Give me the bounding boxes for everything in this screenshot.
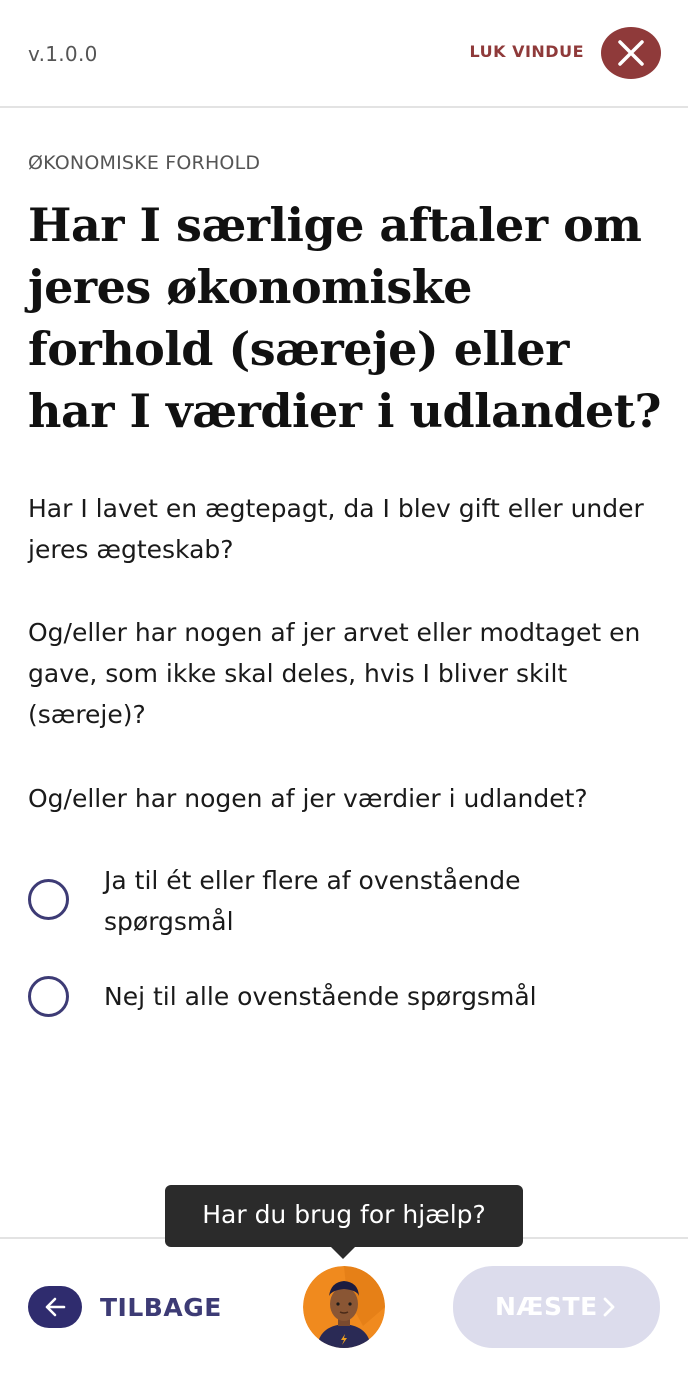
back-arrow-pill [28,1286,82,1328]
header [0,0,688,108]
back-label: TILBAGE [100,1293,222,1322]
arrow-left-icon [44,1297,66,1317]
section-label: ØKONOMISKE FORHOLD [28,152,261,174]
close-button[interactable] [601,27,661,79]
question-title: Har I særlige aftaler om jeres økonomiske forhold (særeje) eller har I værdier i udlandet? [28,198,661,438]
radio-button[interactable] [28,879,69,920]
help-avatar[interactable] [303,1266,385,1348]
assistant-avatar-icon [303,1266,385,1348]
help-tooltip-text: Har du brug for hjælp? [202,1200,486,1229]
next-label: NÆSTE [495,1292,598,1321]
close-window-link[interactable]: LUK VINDUE [469,42,584,61]
question-paragraph: Og/eller har nogen af jer arvet eller modtaget en gave, som ikke skal deles, hvis I bliver skilt (særeje)? [28,618,641,729]
option-label: Nej til alle ovenstående spørgsmål [104,982,537,1011]
option-yes[interactable] [28,860,668,944]
radio-button[interactable] [28,976,69,1017]
chevron-right-icon [601,1297,617,1317]
close-icon [617,39,645,67]
next-button[interactable] [453,1266,660,1348]
option-label: Ja til ét eller flere af ovenstående spørgsmål [104,866,521,936]
back-button[interactable] [28,1286,228,1330]
question-paragraph: Og/eller har nogen af jer værdier i udlandet? [28,784,588,813]
help-tooltip [165,1185,523,1247]
option-no[interactable] [28,976,668,1018]
version-label: v.1.0.0 [28,42,98,66]
question-paragraph: Har I lavet en ægtepagt, da I blev gift eller under jeres ægteskab? [28,494,644,564]
